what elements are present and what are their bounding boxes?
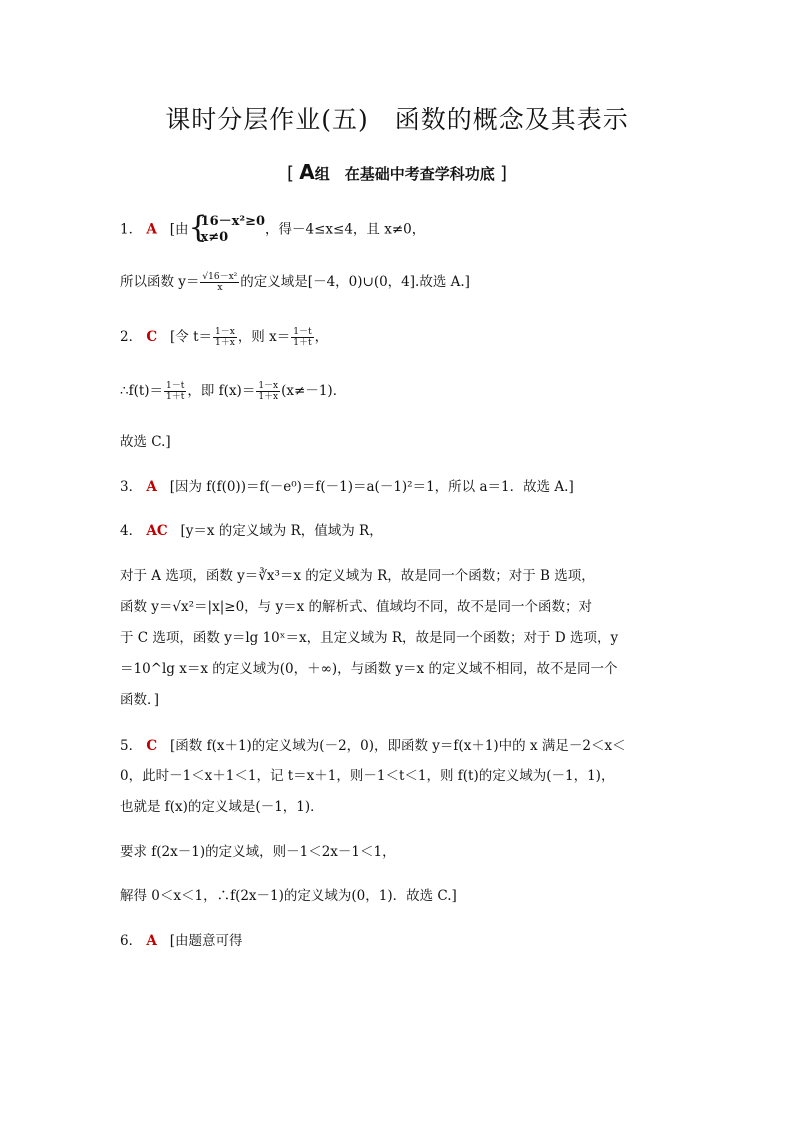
fraction (200, 272, 239, 293)
item-2-line-3 (120, 432, 171, 452)
fraction (213, 327, 237, 348)
fraction-denominator: 1＋t (166, 392, 185, 402)
item-6-line-1 (120, 931, 243, 951)
group-letter: A (299, 160, 315, 184)
answer-label: AC (146, 523, 168, 539)
item-1-line-2 (120, 272, 470, 293)
system-row: x≠0 (200, 230, 229, 245)
answer-label: C (146, 329, 158, 345)
answer-label: A (146, 479, 157, 495)
fraction (291, 327, 313, 348)
item-5-line-4 (120, 842, 396, 862)
fraction-numerator: 1－x (215, 327, 235, 337)
subtitle-close-bracket: ] (499, 163, 508, 184)
item-text: [由题意可得 (169, 933, 243, 949)
item-4-line-5 (120, 659, 617, 679)
item-text: ， (314, 329, 329, 345)
item-text: 对于 A 选项，函数 y＝∛x³＝x 的定义域为 R，故是同一个函数；对于 B 选项， (120, 568, 595, 584)
item-number: 5． (120, 738, 143, 754)
item-1-line-1 (120, 210, 426, 246)
item-text: [y＝x 的定义域为 R，值域为 R， (180, 523, 383, 539)
fraction-denominator: 1＋t (293, 338, 312, 348)
item-text: 所以函数 y＝ (120, 274, 200, 290)
item-5-line-5 (120, 886, 457, 906)
item-5-line-2 (120, 766, 614, 786)
item-text: 解得 0＜x＜1，∴f(2x－1)的定义域为(0，1)．故选 C.] (120, 888, 457, 904)
item-4-line-2 (120, 566, 595, 586)
item-text: 也就是 f(x)的定义域是(－1，1)． (120, 799, 324, 815)
page-title: 课时分层作业(五) 函数的概念及其表示 (165, 105, 629, 134)
system-row: 16－x²≥0 (200, 214, 266, 229)
fraction-numerator: √16－x² (202, 272, 238, 282)
item-number: 6． (120, 933, 143, 949)
item-text: [令 t＝ (170, 329, 212, 345)
item-text: ＝10^lg x＝x 的定义域为(0，＋∞)，与函数 y＝x 的定义域不相同，故不是同一个 (120, 661, 618, 677)
item-text: 故选 C.] (120, 434, 171, 450)
item-text: ，即 f(x)＝ (187, 383, 256, 399)
item-4-line-3 (120, 597, 592, 617)
fraction-numerator: 1－x (258, 381, 279, 391)
item-4-line-6 (120, 690, 159, 710)
item-number: 1． (120, 221, 143, 238)
item-text: (x≠－1)． (281, 383, 347, 399)
item-text: 要求 f(2x－1)的定义域，则－1＜2x－1＜1， (120, 844, 396, 860)
inequality-system (188, 210, 266, 246)
item-5-line-1 (120, 736, 626, 756)
item-number: 4． (120, 523, 143, 539)
fraction-denominator: 1＋x (258, 392, 279, 402)
item-text: ∴f(t)＝ (120, 383, 164, 399)
item-2-line-2 (120, 381, 346, 402)
fraction-numerator: 1－t (166, 381, 185, 391)
item-text: ，则 x＝ (237, 329, 291, 345)
item-number: 3． (120, 479, 143, 495)
item-5-line-3 (120, 797, 324, 817)
item-text: 于 C 选项，函数 y＝lg 10ˣ＝x，且定义域为 R，故是同一个函数；对于 D 选项，y (120, 630, 619, 646)
fraction (256, 381, 280, 402)
answer-label: A (146, 221, 157, 238)
item-3-line-1 (120, 477, 574, 497)
item-text: ，得－4≤x≤4，且 x≠0， (265, 221, 426, 238)
brace-icon: { (188, 210, 208, 245)
item-4-line-4 (120, 628, 618, 648)
fraction-denominator: x (217, 283, 223, 293)
item-2-line-1 (120, 327, 328, 348)
section-subtitle (0, 160, 794, 184)
fraction-denominator: 1＋x (215, 338, 235, 348)
item-text: [函数 f(x＋1)的定义域为(－2，0)，即函数 y＝f(x＋1)中的 x 满足－2＜x＜ (170, 738, 626, 754)
fraction-numerator: 1－t (293, 327, 312, 337)
answer-label: C (146, 738, 158, 754)
subtitle-open-bracket: [ (286, 163, 295, 184)
item-text: 函数 y＝√x²＝|x|≥0，与 y＝x 的解析式、值域均不同，故不是同一个函数；对 (120, 599, 592, 615)
answer-label: A (146, 933, 157, 949)
item-text: 0，此时－1＜x＋1＜1，记 t＝x＋1，则－1＜t＜1，则 f(t)的定义域为(－1，1)， (120, 768, 615, 784)
item-text: 函数．] (120, 692, 160, 708)
item-text: 的定义域是[－4，0)∪(0，4].故选 A.] (240, 274, 470, 290)
item-text: [由 (169, 221, 189, 238)
item-4-line-1 (120, 521, 383, 541)
item-text: [因为 f(f(0))＝f(－e⁰)＝f(－1)＝a(－1)²＝1，所以 a＝1．故选 A.] (169, 479, 574, 495)
item-number: 2． (120, 329, 143, 345)
group-text: 组 在基础中考查学科功底 (314, 165, 495, 183)
fraction (164, 381, 186, 402)
